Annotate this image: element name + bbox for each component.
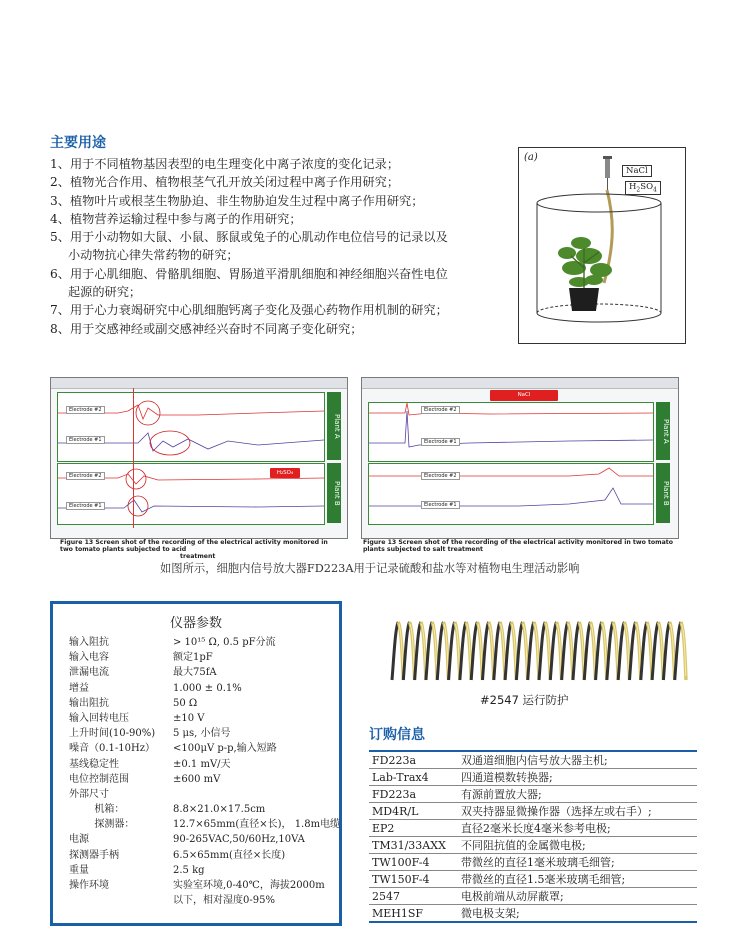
instrument-params-box — [50, 601, 342, 926]
param-row — [53, 741, 339, 756]
order-title: 订购信息 — [369, 727, 425, 743]
plant-illustration — [519, 148, 685, 343]
param-row — [53, 817, 339, 832]
plant-a-panel — [368, 402, 654, 462]
order-description: 直径2毫米长度4毫米参考电极; — [458, 820, 697, 837]
param-key: 操作环境 — [69, 880, 109, 891]
order-code: MD4R/L — [369, 803, 458, 820]
param-key: 噪音（0.1-10Hz） — [69, 743, 155, 755]
order-code: MEH1SF — [369, 905, 458, 923]
electrode-2-label: Electrode #2 — [421, 406, 460, 414]
figure-description: 如图所示，细胞内信号放大器FD223A用于记录硫酸和盐水等对植物电生理活动影响 — [160, 562, 580, 575]
order-row — [369, 905, 697, 923]
spring-caption: #2547 运行防护 — [480, 693, 569, 707]
param-row — [53, 696, 339, 711]
param-key: 探测器： — [69, 819, 135, 831]
param-row — [53, 832, 339, 847]
shield-spring-image — [386, 614, 692, 688]
param-row — [53, 772, 339, 787]
order-code: Lab-Trax4 — [369, 769, 458, 786]
usage-title: 主要用途 — [50, 135, 106, 151]
salt-recording-screenshot — [361, 377, 679, 539]
order-code: TM31/33AXX — [369, 837, 458, 854]
param-value: 实验室环境,0-40℃，海拔2000m — [173, 880, 325, 891]
h2so4-label: $H_2SO_4$ — [625, 181, 661, 195]
usage-item: 6、用于心肌细胞、骨骼肌细胞、胃肠道平滑肌细胞和神经细胞兴奋性电位 — [50, 266, 448, 281]
param-row — [53, 757, 339, 772]
electrode-1-label: Electrode #1 — [66, 436, 105, 444]
order-code: TW100F-4 — [369, 854, 458, 871]
usage-item: 2、植物光合作用、植物根茎气孔开放关闭过程中离子作用研究； — [50, 175, 400, 190]
order-description: 双通道细胞内信号放大器主机; — [458, 751, 697, 769]
param-key: 外部尺寸 — [69, 788, 109, 800]
param-key: 增益 — [69, 682, 89, 694]
usage-list — [50, 155, 490, 338]
electrode-1-label: Electrode #1 — [421, 501, 460, 509]
order-row — [369, 837, 697, 854]
param-row — [53, 726, 339, 741]
panel-label: (a) — [524, 152, 538, 163]
param-row — [53, 787, 339, 802]
plant-a-tab: Plant A — [327, 392, 341, 460]
usage-item: 1、用于不同植物基因表型的电生理变化中离子浓度的变化记录； — [50, 157, 400, 171]
treatment-badge: H₂SO₄ — [270, 468, 300, 478]
param-row — [53, 635, 339, 650]
param-key: 电源 — [69, 834, 89, 846]
order-code: EP2 — [369, 820, 458, 837]
param-row — [53, 711, 339, 726]
treatment-badge: NaCl — [490, 390, 558, 401]
usage-item: 4、植物营养运输过程中参与离子的作用研究； — [50, 211, 302, 226]
order-description: 有源前置放大器; — [458, 786, 697, 803]
param-key: 探测器手柄 — [69, 849, 119, 861]
param-value: 最大75fA — [173, 667, 217, 679]
usage-item: 7、用于心力衰竭研究中心肌细胞钙离子变化及强心药物作用机制的研究； — [50, 303, 448, 318]
plant-a-traces — [369, 403, 653, 461]
param-value: 以下，相对湿度0-95% — [173, 895, 275, 907]
param-value: > 10¹⁵ Ω, 0.5 pF分流 — [173, 637, 276, 648]
param-value: 8.8×21.0×17.5cm — [173, 804, 266, 816]
salt-figure-caption: Figure 13 Screen shot of the recording of the electrical activity monitored in two tomato plants subjected to salt treatment — [363, 539, 674, 553]
param-value: ±0.1 mV/天 — [173, 758, 231, 770]
param-row — [53, 848, 339, 863]
param-row — [53, 802, 339, 817]
plant-a-tab: Plant A — [656, 402, 670, 460]
params-table — [53, 635, 339, 908]
plant-b-panel — [368, 463, 654, 525]
electrode-1-label: Electrode #1 — [66, 502, 105, 510]
param-value: ±600 mV — [173, 773, 221, 785]
order-description: 四通道模数转换器; — [458, 769, 697, 786]
order-description: 带微丝的直径1毫米玻璃毛细管; — [458, 854, 697, 871]
order-row — [369, 769, 697, 786]
param-key: 输出阻抗 — [69, 697, 109, 709]
order-code: FD223a — [369, 786, 458, 803]
nacl-label: NaCl — [622, 165, 652, 177]
order-description: 双夹持器显微操作器（选择左或右手）; — [458, 803, 697, 820]
time-cursor — [133, 388, 134, 528]
param-key: 上升时间(10-90%) — [69, 728, 156, 740]
electrode-1-label: Electrode #1 — [421, 438, 460, 446]
order-table — [369, 750, 697, 923]
param-value: ±10 V — [173, 712, 205, 724]
order-row — [369, 871, 697, 888]
acid-figure-caption: Figure 13 Screen shot of the recording of the electrical activity monitored in two tomato plants subjected to acid treatment — [60, 539, 328, 560]
order-description: 微电极支架; — [458, 905, 697, 923]
param-value: 额定1pF — [173, 652, 213, 664]
param-row — [53, 650, 339, 665]
order-row — [369, 803, 697, 820]
order-row — [369, 786, 697, 803]
order-code: 2547 — [369, 888, 458, 905]
plant-experiment-figure — [518, 147, 686, 344]
order-description: 不同阻抗值的金属微电极; — [458, 837, 697, 854]
plant-b-traces — [369, 464, 653, 524]
order-code: TW150F-4 — [369, 871, 458, 888]
param-key: 电位控制范围 — [69, 773, 129, 785]
param-key: 输入阻抗 — [69, 637, 109, 648]
toolbar — [362, 378, 678, 389]
param-key: 泄漏电流 — [69, 667, 109, 679]
param-key: 输入回转电压 — [69, 712, 129, 724]
param-value: 12.7×65mm(直径×长)， 1.8m电缆 — [173, 819, 341, 831]
order-description: 电极前端从动屏蔽罩; — [458, 888, 697, 905]
param-value: 90-265VAC,50/60Hz,10VA — [173, 834, 305, 846]
param-key: 机箱： — [69, 804, 125, 816]
plant-b-panel — [57, 463, 325, 525]
param-row — [53, 878, 339, 893]
order-code: FD223a — [369, 751, 458, 769]
param-value: 2.5 kg — [173, 864, 205, 876]
usage-item: 8、用于交感神经或副交感神经兴奋时不同离子变化研究； — [50, 321, 363, 336]
electrode-2-label: Electrode #2 — [66, 472, 105, 480]
order-row — [369, 854, 697, 871]
plant-a-traces — [58, 393, 324, 461]
usage-item-continuation: 起源的研究； — [68, 285, 142, 300]
order-row — [369, 888, 697, 905]
param-value: 1.000 ± 0.1% — [173, 682, 242, 694]
order-row — [369, 751, 697, 769]
params-title: 仪器参数 — [169, 616, 222, 631]
acid-recording-screenshot — [50, 377, 348, 539]
usage-item: 3、植物叶片或根茎生物胁迫、非生物胁迫发生过程中离子作用研究； — [50, 193, 424, 208]
param-value: 50 Ω — [173, 697, 198, 709]
plant-a-panel — [57, 392, 325, 462]
toolbar — [51, 378, 347, 389]
param-row — [53, 893, 339, 908]
plant-b-tab: Plant B — [327, 463, 341, 523]
electrode-2-label: Electrode #2 — [66, 406, 105, 414]
param-value: <100μV p-p,输入短路 — [173, 743, 277, 755]
param-row — [53, 681, 339, 696]
plant-b-tab: Plant B — [656, 463, 670, 523]
usage-item-continuation: 小动物抗心律失常药物的研究； — [68, 248, 239, 263]
param-key: 基线稳定性 — [69, 758, 119, 770]
param-row — [53, 863, 339, 878]
param-value: 6.5×65mm(直径×长度) — [173, 849, 286, 861]
param-value: 5 μs, 小信号 — [173, 728, 231, 740]
usage-item: 5、用于小动物如大鼠、小鼠、豚鼠或兔子的心肌动作电位信号的记录以及 — [50, 230, 448, 245]
order-row — [369, 820, 697, 837]
param-row — [53, 665, 339, 680]
order-description: 带微丝的直径1.5毫米玻璃毛细管; — [458, 871, 697, 888]
param-key: 重量 — [69, 864, 89, 876]
electrode-2-label: Electrode #2 — [421, 472, 460, 480]
param-key: 输入电容 — [69, 652, 109, 664]
